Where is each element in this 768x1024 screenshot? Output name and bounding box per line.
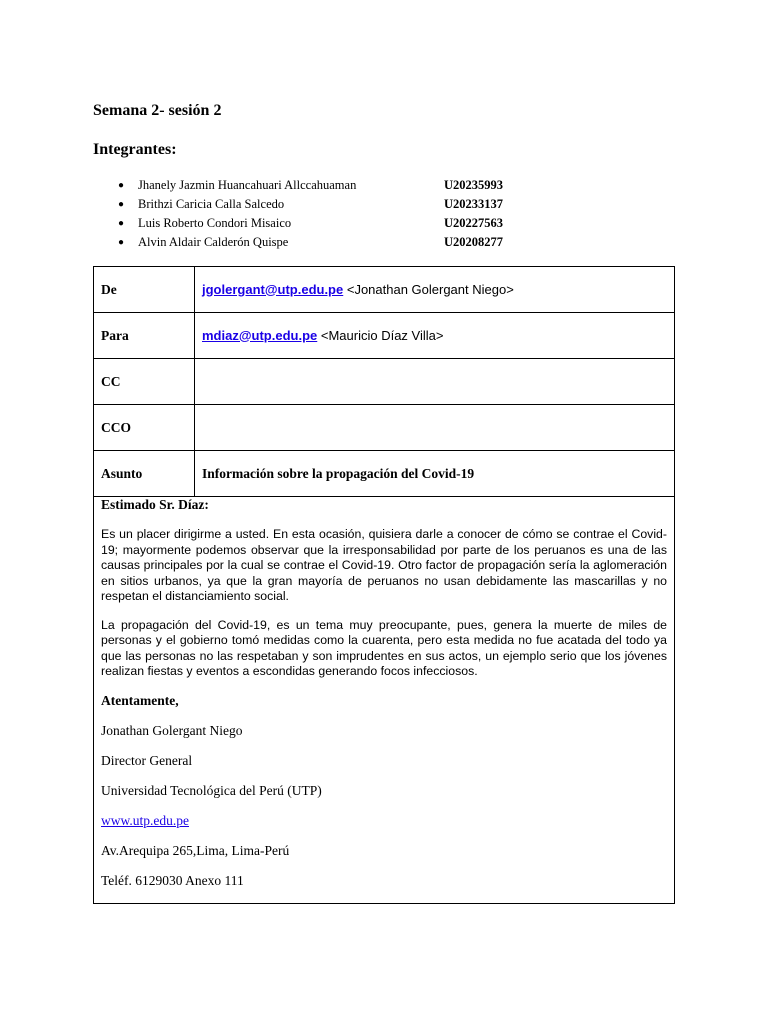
bullet-icon: ● — [118, 199, 125, 210]
subject-value: Información sobre la propagación del Covid-19 — [195, 451, 675, 497]
website-link[interactable]: www.utp.edu.pe — [101, 812, 189, 828]
to-name: <Mauricio Díaz Villa> — [317, 327, 444, 343]
member-code: U20233137 — [444, 197, 504, 211]
table-row — [94, 451, 675, 497]
list-item — [118, 233, 558, 252]
members-heading: Integrantes: — [93, 141, 177, 158]
signature-address: Av.Arequipa 265,Lima, Lima-Perú — [101, 842, 290, 858]
member-name: Luis Roberto Condori Misaico — [138, 216, 292, 230]
member-code: U20227563 — [444, 216, 504, 230]
bullet-icon: ● — [118, 180, 125, 191]
table-row — [94, 267, 675, 313]
body-paragraph: Es un placer dirigirme a usted. En esta ocasión, quisiera darle a conocer de cómo se contrae el Covid-19; mayormente podemos observar que la irresponsabilidad por parte de los peruanos es una de las causas principales por la cual se contrae el Covid-19. Otro factor de propagación sería la aglomeración en sitios urbanos, ya que la gran mayoría de peruanos no usan debidamente las mascarillas y no respetan el distanciamiento social. — [101, 527, 667, 603]
table-row — [94, 405, 675, 451]
email-table — [93, 266, 675, 904]
list-item — [118, 176, 558, 195]
member-code: U20208277 — [444, 235, 504, 249]
to-label: Para — [94, 313, 195, 359]
signature-name: Jonathan Golergant Niego — [101, 722, 243, 738]
table-row — [94, 313, 675, 359]
subject-label: Asunto — [94, 451, 195, 497]
signature-phone: Teléf. 6129030 Anexo 111 — [101, 872, 244, 888]
to-email-link[interactable]: mdiaz@utp.edu.pe — [202, 327, 318, 343]
member-name: Alvin Aldair Calderón Quispe — [138, 235, 289, 249]
table-row — [94, 359, 675, 405]
table-row — [94, 497, 675, 904]
signature-role: Director General — [101, 752, 193, 768]
signature-institution: Universidad Tecnológica del Perú (UTP) — [101, 782, 322, 798]
cc-value — [195, 359, 675, 405]
member-name: Jhanely Jazmin Huancahuari Allccahuaman — [138, 178, 357, 192]
from-name: <Jonathan Golergant Niego> — [343, 281, 514, 297]
bcc-label: CCO — [94, 405, 195, 451]
body-paragraph: La propagación del Covid-19, es un tema muy preocupante, pues, genera la muerte de miles de personas y el gobierno tomó medidas como la cuarenta, pero esta medida no fue acatada del todo ya que las personas no las respetaban y son imprudentes en sus actos, un ejemplo serio que los jóvenes realizan fiestas y eventos a escondidas generando focos infecciosos. — [101, 617, 667, 678]
email-body — [94, 497, 675, 904]
from-label: De — [94, 267, 195, 313]
from-value — [195, 267, 675, 313]
bcc-value — [195, 405, 675, 451]
page-title: Semana 2- sesión 2 — [93, 102, 222, 119]
bullet-icon: ● — [118, 218, 125, 229]
members-list — [118, 176, 558, 252]
bullet-icon: ● — [118, 237, 125, 248]
member-code: U20235993 — [444, 178, 504, 192]
member-name: Brithzi Caricia Calla Salcedo — [138, 197, 285, 211]
greeting: Estimado Sr. Díaz: — [101, 497, 209, 512]
list-item — [118, 214, 558, 233]
to-value — [195, 313, 675, 359]
cc-label: CC — [94, 359, 195, 405]
closing: Atentamente, — [101, 692, 179, 708]
from-email-link[interactable]: jgolergant@utp.edu.pe — [202, 281, 344, 297]
list-item — [118, 195, 558, 214]
